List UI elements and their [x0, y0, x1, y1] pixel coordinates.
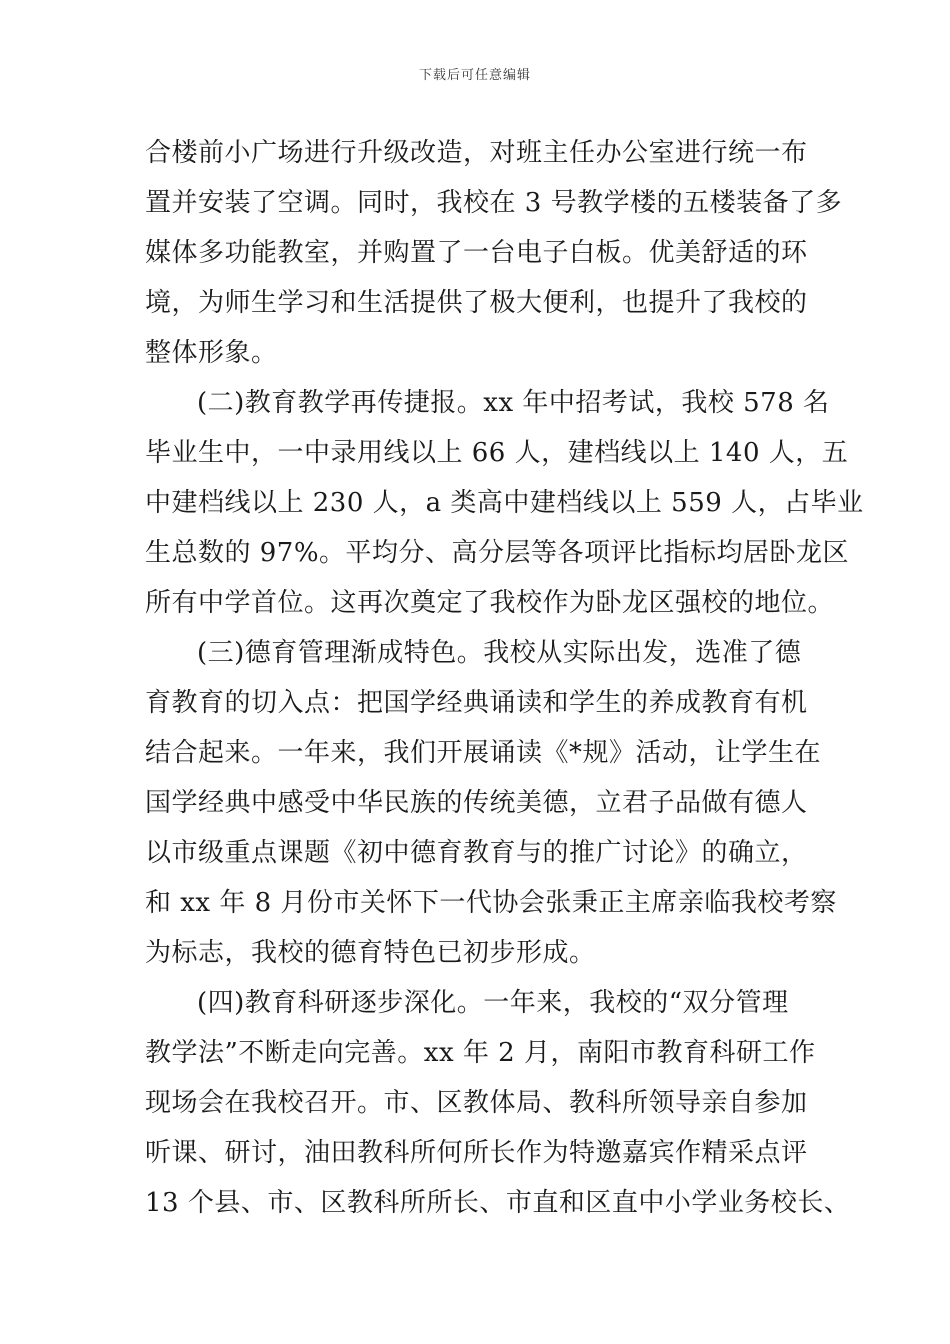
- text-line: 现场会在我校召开。市、区教体局、教科所领导亲自参加: [145, 1088, 808, 1118]
- text-line: 整体形象。: [145, 338, 278, 368]
- paragraph-research: [145, 978, 851, 1228]
- text-line: 以市级重点课题《初中德育教育与的推广讨论》的确立，: [145, 838, 808, 868]
- text-line: 合楼前小广场进行升级改造，对班主任办公室进行统一布: [145, 138, 808, 168]
- text-line: 毕业生中，一中录用线以上 66 人，建档线以上 140 人，五: [145, 438, 849, 468]
- text-line: 所有中学首位。这再次奠定了我校作为卧龙区强校的地位。: [145, 588, 835, 618]
- text-line: 育教育的切入点：把国学经典诵读和学生的养成教育有机: [145, 688, 808, 718]
- text-line: 媒体多功能教室，并购置了一台电子白板。优美舒适的环: [145, 238, 808, 268]
- page-header: 下载后可任意编辑: [418, 68, 531, 83]
- document-body: [145, 128, 864, 1228]
- text-line: 结合起来。一年来，我们开展诵读《*规》活动，让学生在: [145, 738, 822, 768]
- text-line: 为标志，我校的德育特色已初步形成。: [145, 938, 596, 968]
- paragraph-teaching-results: [145, 378, 864, 628]
- text-line: (二)教育教学再传捷报。xx 年中招考试，我校 578 名: [197, 388, 830, 418]
- paragraph-moral-education: [145, 628, 837, 978]
- text-line: 听课、研讨，油田教科所何所长作为特邀嘉宾作精采点评: [145, 1138, 808, 1168]
- text-line: 置并安装了空调。同时，我校在 3 号教学楼的五楼装备了多: [145, 188, 843, 218]
- text-line: 国学经典中感受中华民族的传统美德，立君子品做有德人: [145, 788, 808, 818]
- text-line: (三)德育管理渐成特色。我校从实际出发，选准了德: [197, 638, 802, 668]
- text-line: 境，为师生学习和生活提供了极大便利，也提升了我校的: [145, 288, 808, 318]
- text-line: 中建档线以上 230 人，a 类高中建档线以上 559 人，占毕业: [145, 488, 864, 518]
- text-line: 13 个县、市、区教科所所长、市直和区直中小学业务校长、: [145, 1188, 851, 1218]
- text-line: 生总数的 97%。平均分、高分层等各项评比指标均居卧龙区: [145, 538, 850, 568]
- paragraph-continuation: [145, 128, 843, 378]
- text-line: 和 xx 年 8 月份市关怀下一代协会张秉正主席亲临我校考察: [145, 888, 837, 918]
- text-line: (四)教育科研逐步深化。一年来，我校的“双分管理: [197, 988, 789, 1018]
- text-line: 教学法”不断走向完善。xx 年 2 月，南阳市教育科研工作: [145, 1038, 816, 1068]
